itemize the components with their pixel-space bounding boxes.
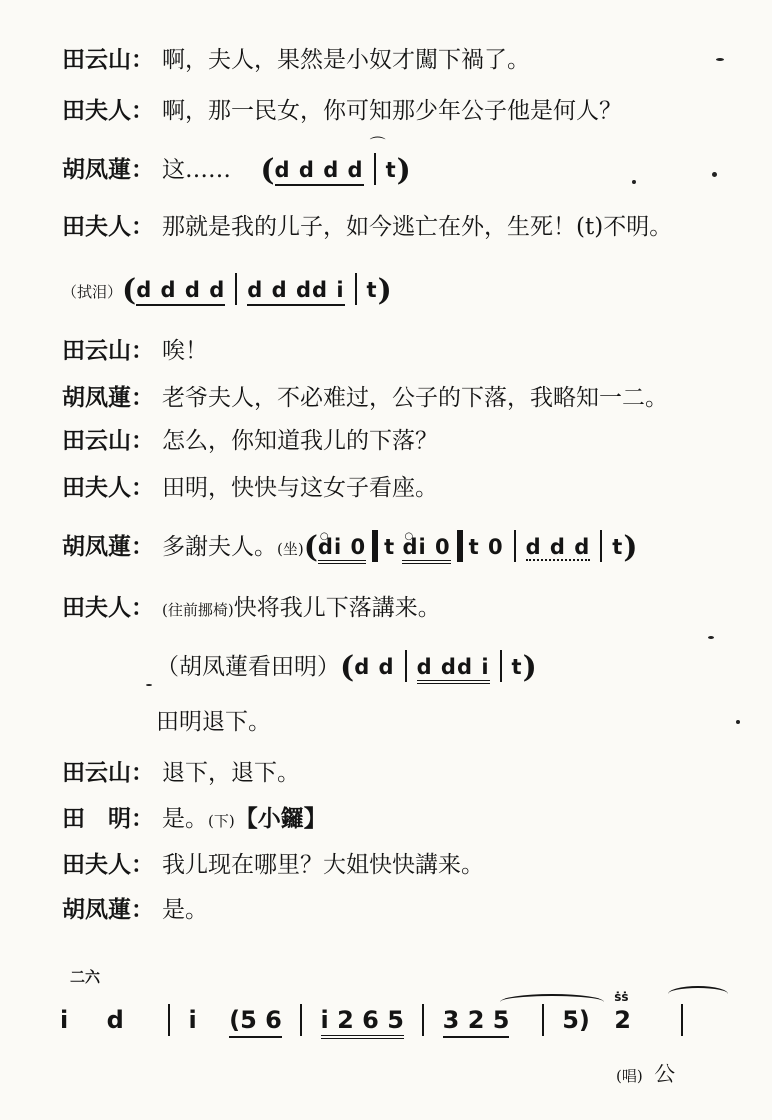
speaker-name: 田夫人 — [62, 474, 131, 501]
score-note-group: i 2 6 5 — [321, 1006, 404, 1039]
grace-note-group — [614, 990, 631, 1034]
score-note: i — [188, 1006, 197, 1034]
speaker-name: 田夫人 — [62, 851, 131, 878]
speaker-name: 田云山 — [62, 759, 131, 786]
barline — [514, 530, 516, 562]
dialogue-text: 老爷夫人，不必难过，公子的下落，我略知一二。 — [162, 385, 668, 411]
dialogue-line — [62, 757, 300, 789]
dialogue-line — [156, 706, 271, 738]
dialogue-line — [62, 153, 411, 187]
music-paren-close: ) — [377, 273, 392, 308]
dialogue-text: 那就是我的儿子，如今逃亡在外，生死！(t)不明。 — [162, 214, 673, 240]
barline — [300, 1004, 302, 1036]
notation-group: d d d d — [136, 278, 225, 306]
dialogue-line — [62, 849, 484, 881]
notation-group: t — [384, 535, 396, 559]
repeat-barline — [457, 530, 463, 562]
dialogue-text: 这…… — [162, 157, 231, 183]
dialogue-text: 快将我儿下落講来。 — [233, 595, 441, 621]
sung-lyric-line — [616, 1058, 675, 1088]
music-line — [156, 650, 537, 684]
scan-speck — [146, 684, 152, 686]
score-note-group: 5) — [562, 1006, 590, 1034]
music-paren-close: ) — [522, 650, 537, 685]
dialogue-line — [62, 592, 441, 626]
speaker-name: 胡凤蓮 — [62, 156, 131, 183]
dialogue-text: 多謝夫人。 — [162, 534, 277, 560]
music-line — [62, 273, 392, 308]
colon: ： — [131, 427, 154, 454]
repeat-barline — [372, 530, 378, 562]
notation-group: t — [612, 535, 624, 559]
notation-group: ○ di 0 — [402, 535, 450, 564]
dialogue-line — [62, 530, 638, 565]
barline — [600, 530, 602, 562]
music-paren-open: ( — [260, 153, 275, 188]
notation-group: t — [511, 655, 523, 679]
speaker-name: 胡凤蓮 — [62, 896, 131, 923]
music-paren-open: ( — [340, 650, 355, 685]
dialogue-text: 我儿现在哪里？大姐快快講来。 — [162, 852, 484, 878]
colon: ： — [131, 759, 154, 786]
dialogue-text: 唉！ — [162, 338, 208, 364]
notation-group: d d d d — [275, 158, 364, 186]
dialogue-line — [62, 803, 327, 837]
colon: ： — [131, 384, 154, 411]
tie-slur — [668, 986, 728, 1002]
stage-direction: (下) — [208, 812, 235, 830]
dialogue-line — [62, 335, 208, 367]
colon: ： — [131, 337, 154, 364]
stage-direction: （拭泪） — [62, 283, 123, 301]
dialogue-text: 啊，那一民女，你可知那少年公子他是何人？ — [162, 98, 622, 124]
notation-group: d d dd i — [247, 278, 344, 306]
barline — [374, 153, 376, 185]
stage-direction: (坐) — [277, 540, 304, 558]
lyric-text: 公 — [654, 1062, 676, 1086]
dialogue-line — [62, 44, 530, 76]
dialogue-text: 田明，快快与这女子看座。 — [162, 475, 438, 501]
notation-group: t — [366, 278, 378, 302]
speaker-name: 田云山 — [62, 46, 131, 73]
dialogue-line — [62, 95, 622, 127]
barline — [355, 273, 357, 305]
colon: ： — [131, 533, 154, 560]
speaker-name: 田云山 — [62, 427, 131, 454]
dialogue-text: 是。 — [162, 897, 208, 923]
music-paren-open: ( — [122, 273, 137, 308]
speaker-name: 田云山 — [62, 337, 131, 364]
music-paren-open: ( — [303, 530, 318, 565]
barline — [168, 1004, 170, 1036]
barline — [500, 650, 502, 682]
speaker-name: 胡凤蓮 — [62, 533, 131, 560]
colon: ： — [131, 851, 154, 878]
dialogue-line — [62, 894, 208, 926]
speaker-name: 胡凤蓮 — [62, 384, 131, 411]
barline — [681, 1004, 683, 1036]
dialogue-text: 啊，夫人，果然是小奴才闖下禍了。 — [162, 47, 530, 73]
music-cue: 【小鑼】 — [234, 805, 327, 832]
speaker-name: 田夫人 — [62, 213, 131, 240]
stage-direction: （胡凤蓮看田明） — [156, 654, 340, 680]
score-note-group: (5 6 — [229, 1006, 282, 1038]
scan-speck — [736, 720, 740, 724]
colon: ： — [131, 896, 154, 923]
barline — [405, 650, 407, 682]
notation-group: d dd i — [417, 655, 490, 684]
notation-group: t — [385, 158, 397, 182]
music-paren-close: ) — [396, 153, 411, 188]
dialogue-line — [62, 211, 672, 243]
dialogue-text: 退下，退下。 — [162, 760, 300, 786]
scan-speck — [716, 58, 724, 61]
score-note-group: 3 2 5 — [443, 1006, 510, 1038]
dialogue-text: 田明退下。 — [156, 709, 271, 735]
colon: ： — [131, 474, 154, 501]
dialogue-line — [62, 382, 668, 414]
notation-group: t 0 — [468, 535, 504, 559]
stage-direction: (往前挪椅) — [162, 601, 234, 619]
speaker-name: 田夫人 — [62, 97, 131, 124]
scan-speck — [712, 172, 717, 177]
barline — [235, 273, 237, 305]
barline — [422, 1004, 424, 1036]
score-note: d — [106, 1006, 124, 1034]
dialogue-line — [62, 425, 438, 457]
sung-label: (唱) — [616, 1067, 643, 1085]
notation-group: ○ di 0 — [318, 535, 366, 564]
page-number: 二六 — [70, 968, 101, 986]
colon: ： — [131, 213, 154, 240]
colon: ： — [131, 46, 154, 73]
scan-speck — [632, 180, 636, 184]
tie-slur — [500, 994, 604, 1010]
grace-notes: ṡṡ — [614, 990, 629, 1004]
colon: ： — [131, 805, 154, 832]
colon: ： — [131, 594, 154, 621]
speaker-name: 田夫人 — [62, 594, 131, 621]
dialogue-text: 怎么，你知道我儿的下落？ — [162, 428, 438, 454]
score-note: i — [60, 1006, 69, 1034]
colon: ： — [131, 156, 154, 183]
notation-group: d d d — [525, 535, 591, 559]
speaker-name: 田 明 — [62, 805, 131, 832]
notation-group: d d — [354, 655, 395, 679]
scan-speck — [708, 636, 714, 639]
dialogue-line — [62, 472, 438, 504]
music-paren-close: ) — [623, 530, 638, 565]
colon: ： — [131, 97, 154, 124]
dialogue-text: 是。 — [162, 806, 208, 832]
score-note: 2 — [614, 1006, 631, 1034]
